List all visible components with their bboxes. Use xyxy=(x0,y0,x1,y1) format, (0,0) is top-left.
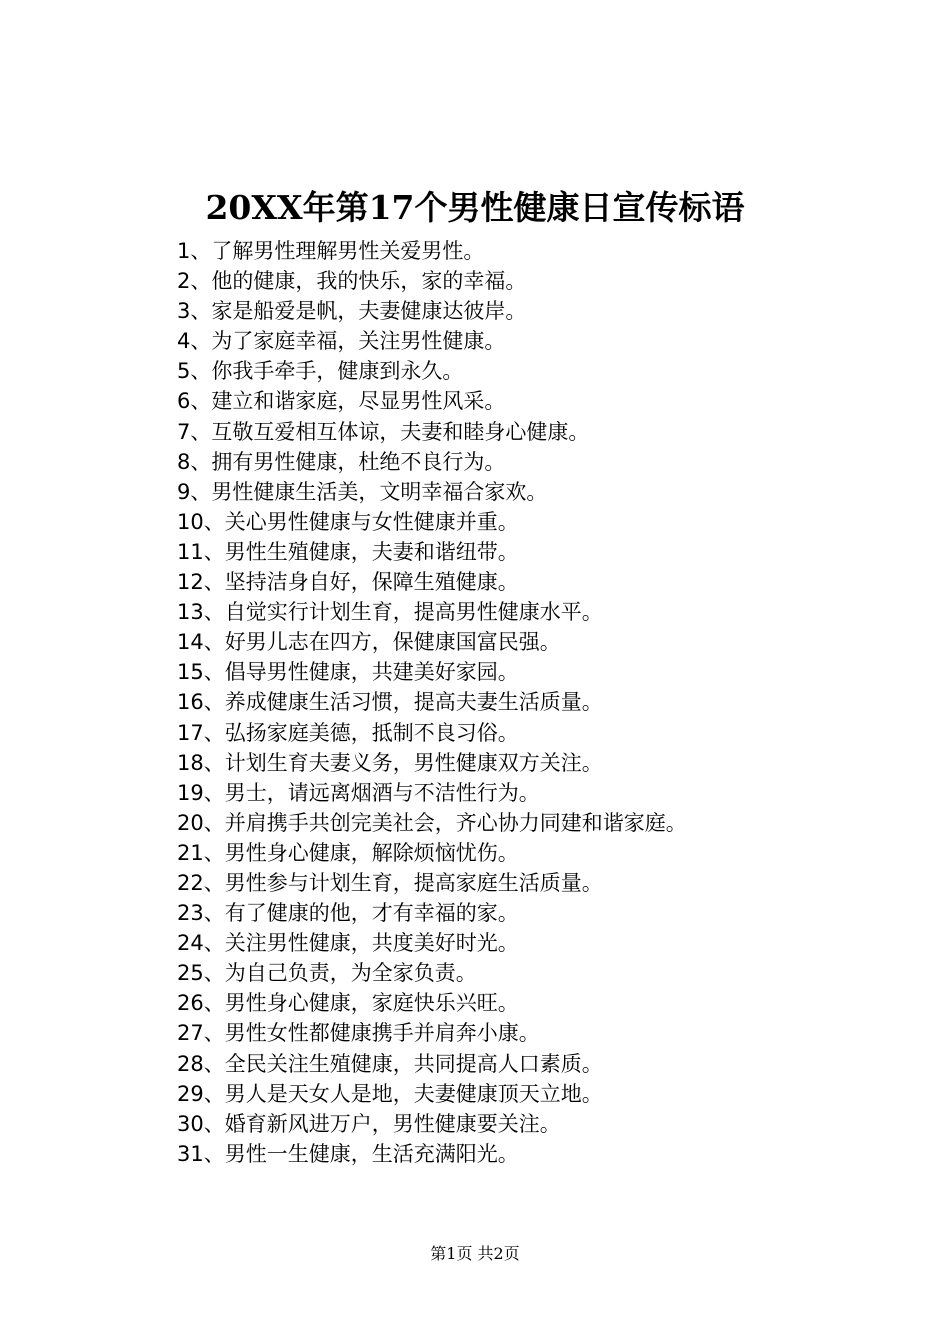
slogan-item: 6、建立和谐家庭，尽显男性风采。 xyxy=(177,389,506,414)
slogan-item: 17、弘扬家庭美德，抵制不良习俗。 xyxy=(177,720,519,745)
slogan-item: 22、男性参与计划生育，提高家庭生活质量。 xyxy=(177,870,603,895)
slogan-item: 13、自觉实行计划生育，提高男性健康水平。 xyxy=(177,600,603,625)
slogan-item: 15、倡导男性健康，共建美好家园。 xyxy=(177,660,519,685)
slogan-item: 30、婚育新风进万户，男性健康要关注。 xyxy=(177,1111,561,1136)
slogan-item: 4、为了家庭幸福，关注男性健康。 xyxy=(177,329,506,354)
slogan-item: 5、你我手牵手，健康到永久。 xyxy=(177,359,464,384)
slogan-item: 11、男性生殖健康，夫妻和谐纽带。 xyxy=(177,539,519,564)
slogan-item: 28、全民关注生殖健康，共同提高人口素质。 xyxy=(177,1051,603,1076)
slogan-item: 2、他的健康，我的快乐，家的幸福。 xyxy=(177,269,527,294)
slogan-item: 23、有了健康的他，才有幸福的家。 xyxy=(177,901,519,926)
slogan-item: 14、好男儿志在四方，保健康国富民强。 xyxy=(177,630,561,655)
slogan-item: 29、男人是天女人是地，夫妻健康顶天立地。 xyxy=(177,1081,603,1106)
slogan-item: 21、男性身心健康，解除烦恼忧伤。 xyxy=(177,840,519,865)
slogan-item: 10、关心男性健康与女性健康并重。 xyxy=(177,509,519,534)
page-footer: 第1页 共2页 xyxy=(430,1244,520,1263)
slogan-item: 18、计划生育夫妻义务，男性健康双方关注。 xyxy=(177,750,603,775)
slogan-item: 16、养成健康生活习惯，提高夫妻生活质量。 xyxy=(177,690,603,715)
slogan-item: 8、拥有男性健康，杜绝不良行为。 xyxy=(177,449,506,474)
slogan-list xyxy=(177,236,937,1169)
slogan-item: 9、男性健康生活美，文明幸福合家欢。 xyxy=(177,479,548,504)
slogan-item: 19、男士，请远离烟酒与不洁性行为。 xyxy=(177,780,540,805)
slogan-item: 12、坚持洁身自好，保障生殖健康。 xyxy=(177,570,519,595)
slogan-item: 25、为自己负责，为全家负责。 xyxy=(177,961,477,986)
slogan-item: 3、家是船爱是帆，夫妻健康达彼岸。 xyxy=(177,299,527,324)
slogan-item: 24、关注男性健康，共度美好时光。 xyxy=(177,931,519,956)
slogan-item: 1、了解男性理解男性关爱男性。 xyxy=(177,239,485,263)
slogan-item: 20、并肩携手共创完美社会，齐心协力同建和谐家庭。 xyxy=(177,810,687,835)
slogan-item: 27、男性女性都健康携手并肩奔小康。 xyxy=(177,1021,540,1046)
slogan-item: 7、互敬互爱相互体谅，夫妻和睦身心健康。 xyxy=(177,419,590,444)
slogan-item: 31、男性一生健康，生活充满阳光。 xyxy=(177,1141,519,1166)
slogan-item: 26、男性身心健康，家庭快乐兴旺。 xyxy=(177,991,519,1016)
document-title: 20XX年第17个男性健康日宣传标语 xyxy=(205,188,745,227)
